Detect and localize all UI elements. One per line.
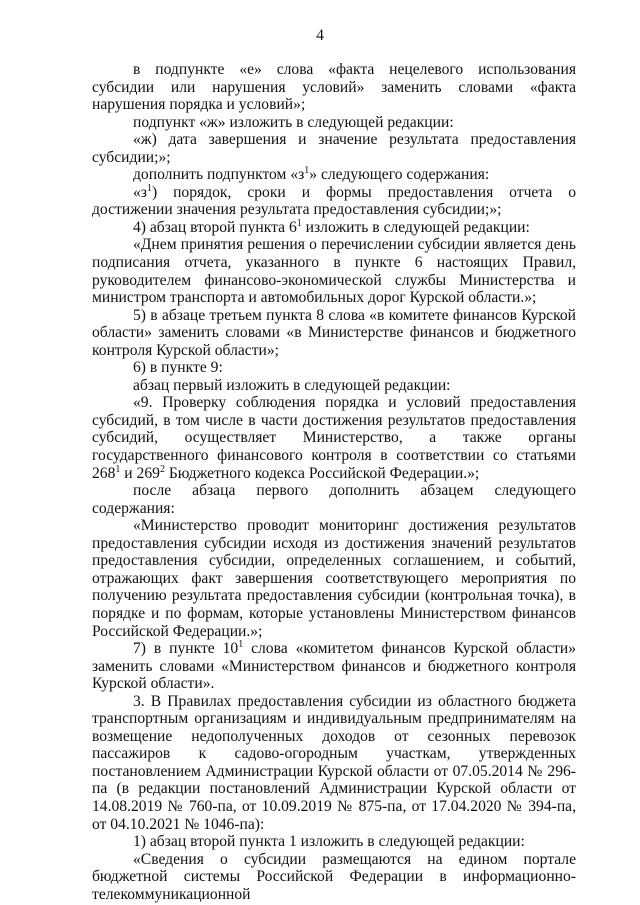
- paragraph: [92, 359, 576, 377]
- paragraph-text: 4) абзац второй пункта 6: [133, 218, 297, 236]
- paragraph: [92, 833, 576, 851]
- paragraph: [92, 693, 576, 833]
- paragraph-text: ) порядок, сроки и формы предоставления отчета о достижении значения результата предоставления субсидии;»;: [92, 183, 576, 219]
- paragraph-text: «9. Проверку соблюдения порядка и условий предоставления субсидий, в том числе в части достижения результатов предоставления субсидий, осуществляет Министерство, а также органы государственного финансового контроля в соответствии со статьями 268: [92, 394, 576, 482]
- paragraph-text: 1) абзац второй пункта 1 изложить в следующей редакции:: [133, 833, 525, 851]
- superscript: 1: [296, 217, 302, 229]
- paragraph: [92, 482, 576, 517]
- paragraph: [92, 219, 576, 237]
- paragraph: [92, 640, 576, 693]
- paragraph-text: «Министерство проводит мониторинг достижения результатов предоставления субсидии исходя из достижения значений результатов предоставления субсидии, определенных соглашением, и событий, отражающих факт завершения соответствующего мероприятия по получению результата предоставления субсидии (контрольная точка), в порядке и по формам, которые установлены Министерством финансов Российской Федерации.»;: [92, 517, 576, 640]
- paragraph: [92, 377, 576, 395]
- superscript: 1: [115, 463, 121, 475]
- paragraph-text: Бюджетного кодекса Российской Федерации.»;: [164, 464, 480, 482]
- paragraph-text: «ж) дата завершения и значение результата предоставления субсидии;»;: [92, 131, 576, 166]
- paragraph-text: подпункт «ж» изложить в следующей редакции:: [133, 113, 454, 131]
- paragraph-text: изложить в следующей редакции:: [301, 218, 530, 236]
- paragraph: [92, 166, 576, 184]
- paragraph: [92, 307, 576, 360]
- paragraph-text: «з: [133, 183, 147, 201]
- paragraph-text: дополнить подпунктом «з: [133, 166, 305, 184]
- paragraph: [92, 851, 576, 904]
- paragraph-text: » следующего содержания:: [309, 166, 490, 184]
- document-body: [92, 61, 576, 903]
- paragraph-text: «Днем принятия решения о перечислении субсидии является день подписания отчета, указанного в пункте 6 настоящих Правил, руководителем финансово-экономической службы Министерства и министром транспорта и автомобильных дорог Курской области.»;: [92, 236, 576, 307]
- paragraph-text: 6) в пункте 9:: [133, 359, 223, 377]
- paragraph: [92, 517, 576, 640]
- paragraph: [92, 131, 576, 166]
- superscript: 1: [304, 165, 310, 177]
- paragraph-text: после абзаца первого дополнить абзацем следующего содержания:: [92, 482, 576, 517]
- paragraph: [92, 184, 576, 219]
- paragraph: [92, 394, 576, 482]
- paragraph-text: в подпункте «е» слова «факта нецелевого использования субсидии или нарушения условий» заменить словами «факта нарушения порядка и условий»;: [92, 61, 576, 114]
- paragraph-text: 7) в пункте 10: [133, 640, 239, 658]
- paragraph: [92, 61, 576, 114]
- paragraph-text: слова «комитетом финансов Курской области» заменить словами «Министерством финансов и бюджетного контроля Курской области».: [92, 640, 576, 693]
- paragraph: [92, 114, 576, 132]
- page-number: 4: [316, 27, 324, 44]
- paragraph-text: и 269: [120, 464, 160, 482]
- paragraph-text: абзац первый изложить в следующей редакции:: [133, 376, 451, 394]
- superscript: 1: [146, 182, 152, 194]
- superscript: 1: [238, 638, 244, 650]
- paragraph-text: 3. В Правилах предоставления субсидии из областного бюджета транспортным организациям и индивидуальным предпринимателям на возмещение недополученных доходов от сезонных перевозок пассажиров к садово-огородным участкам, утвержденных постановлением Администрации Курской области от 07.05.2014 № 296-па (в редакции постановлений Администрации Курской области от 14.08.2019 № 760-па, от 10.09.2019 № 875-па, от 17.04.2020 № 394-па, от 04.10.2021 № 1046-па):: [92, 692, 576, 833]
- superscript: 2: [159, 463, 165, 475]
- paragraph-text: «Сведения о субсидии размещаются на едином портале бюджетной системы Российской Федерации в информационно-телекоммуникационной: [92, 850, 576, 903]
- paragraph-text: 5) в абзаце третьем пункта 8 слова «в комитете финансов Курской области» заменить словами «в Министерстве финансов и бюджетного контроля Курской области»;: [92, 306, 576, 359]
- paragraph: [92, 236, 576, 306]
